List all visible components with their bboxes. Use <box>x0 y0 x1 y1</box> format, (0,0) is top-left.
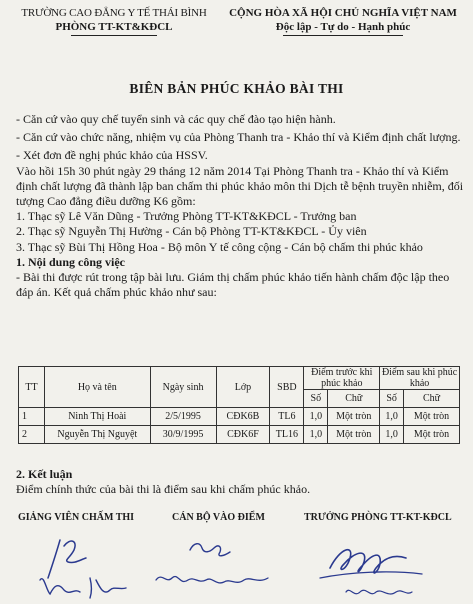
header-left-underline <box>71 35 157 36</box>
head-of-department-signature <box>310 528 440 604</box>
national-motto: Độc lập - Tự do - Hạnh phúc <box>275 21 411 33</box>
header-right-underline <box>283 35 403 36</box>
country-name: CỘNG HÒA XÃ HỘI CHỦ NGHĨA VIỆT NAM <box>229 7 457 19</box>
basis-paragraph-1: - Căn cứ vào quy chế tuyển sinh và các quy chế đào tạo hiện hành. <box>16 112 336 126</box>
member-1: 1. Thạc sỹ Lê Văn Dũng - Trưởng Phòng TT-KT&KĐCL - Trưởng ban <box>16 209 357 224</box>
document-body <box>16 112 464 300</box>
work-content-paragraph: - Bài thi được rút trong tập bài lưu. Giám thị chấm phúc khảo tiến hành chấm độc lập theo đáp án. Kết quả chấm phúc khảo như sau: <box>16 270 450 300</box>
cell-after-words: Một tròn <box>404 426 460 444</box>
cell-tt: 1 <box>19 408 45 426</box>
table-row <box>19 408 460 426</box>
member-3: 3. Thạc sỹ Bùi Thị Hồng Hoa - Bộ môn Y tế công cộng - Cán bộ chấm thi phúc khảo <box>16 239 423 254</box>
header-score-after: Điểm sau khi phúc khảo <box>380 367 460 390</box>
examiner-signature <box>30 530 140 602</box>
conclusion-text: Điểm chính thức của bài thi là điểm sau khi chấm phúc khảo. <box>16 482 311 496</box>
cell-class: CĐK6B <box>216 408 270 426</box>
score-entry-signature <box>150 532 280 602</box>
meeting-paragraph: Vào hồi 15h 30 phút ngày 29 tháng 12 năm 2014 Tại Phòng Thanh tra - Khảo thí và Kiểm định chất lượng đã thành lập ban chấm thi phúc khảo môn thi Dịch tễ bệnh truyền nhiễm, đối tượng Cao đẳng điều dưỡng K6 gồm: <box>16 163 464 209</box>
document-title: BIÊN BẢN PHÚC KHẢO BÀI THI <box>129 81 344 96</box>
header-tt: TT <box>19 367 45 408</box>
header-score-before: Điểm trước khi phúc khảo <box>304 367 380 390</box>
cell-dob: 30/9/1995 <box>150 426 216 444</box>
basis-paragraph-3: - Xét đơn đề nghị phúc khảo của HSSV. <box>16 148 208 163</box>
cell-before-number: 1,0 <box>304 408 328 426</box>
section-heading-conclusion: 2. Kết luận <box>16 467 73 481</box>
header-after-number: Số <box>380 390 404 408</box>
cell-sbd: TL6 <box>270 408 304 426</box>
organization-name: TRƯỜNG CAO ĐẲNG Y TẾ THÁI BÌNH <box>21 7 207 19</box>
header-before-number: Số <box>304 390 328 408</box>
department-name: PHÒNG TT-KT&KĐCL <box>55 21 173 33</box>
cell-dob: 2/5/1995 <box>150 408 216 426</box>
cell-before-number: 1,0 <box>304 426 328 444</box>
results-table <box>18 366 460 444</box>
cell-after-words: Một tròn <box>404 408 460 426</box>
cell-name: Ninh Thị Hoài <box>44 408 150 426</box>
cell-after-number: 1,0 <box>380 426 404 444</box>
cell-class: CĐK6F <box>216 426 270 444</box>
header-before-words: Chữ <box>328 390 380 408</box>
issuing-organization-block <box>14 6 214 36</box>
cell-sbd: TL16 <box>270 426 304 444</box>
cell-after-number: 1,0 <box>380 408 404 426</box>
cell-name: Nguyễn Thị Nguyệt <box>44 426 150 444</box>
signature-title-head-of-department: TRƯỞNG PHÒNG TT-KT-KĐCL <box>304 512 452 523</box>
signature-title-examiner: GIẢNG VIÊN CHẤM THI <box>18 512 135 523</box>
header-class: Lớp <box>216 367 270 408</box>
table-row <box>19 426 460 444</box>
section-heading-work-content: 1. Nội dung công việc <box>16 254 126 269</box>
header-after-words: Chữ <box>404 390 460 408</box>
basis-paragraph-2: - Căn cứ vào chức năng, nhiệm vụ của Phòng Thanh tra - Khảo thí và Kiểm định chất lượng. <box>16 130 461 145</box>
header-dob: Ngày sinh <box>150 367 216 408</box>
cell-tt: 2 <box>19 426 45 444</box>
cell-before-words: Một tròn <box>328 426 380 444</box>
header-name: Họ và tên <box>44 367 150 408</box>
cell-before-words: Một tròn <box>328 408 380 426</box>
national-heading-block <box>218 6 468 36</box>
signature-title-score-entry: CÁN BỘ VÀO ĐIỂM <box>172 512 265 523</box>
member-2: 2. Thạc sỹ Nguyễn Thị Hường - Cán bộ Phòng TT-KT&KĐCL - Ủy viên <box>16 224 367 239</box>
header-sbd: SBD <box>270 367 304 408</box>
table-header-row <box>19 367 460 390</box>
conclusion-block <box>16 467 464 497</box>
